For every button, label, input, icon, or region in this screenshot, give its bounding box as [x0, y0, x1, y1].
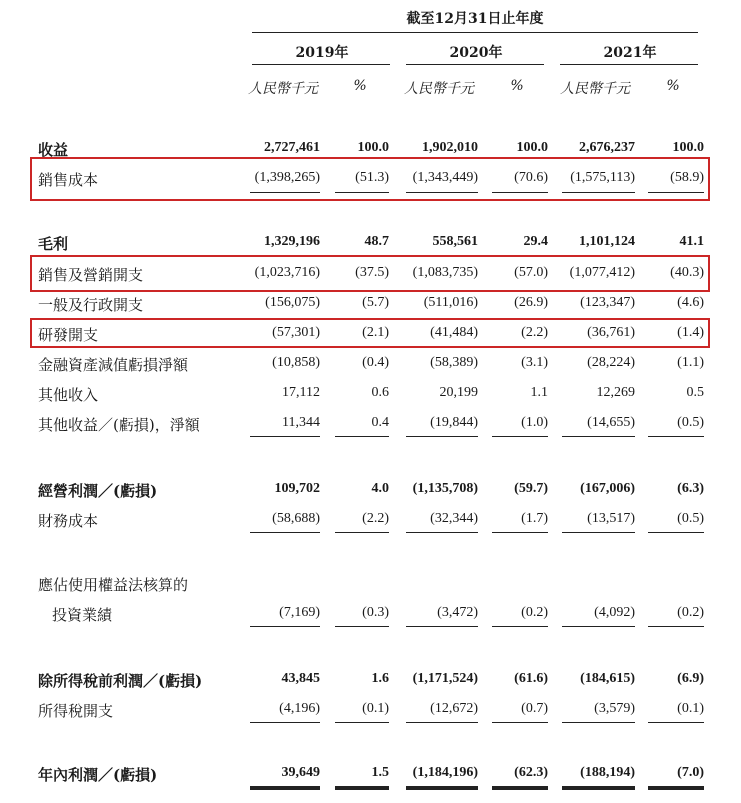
row-label: 其他收益／(虧損)，淨額 — [38, 416, 200, 434]
pct-2020: (1.7) — [521, 511, 548, 526]
pct-2021: (1.1) — [677, 355, 704, 370]
total-double-rule — [250, 786, 320, 790]
pct-2020: (1.0) — [521, 415, 548, 430]
row-label: 除所得稅前利潤／(虧損) — [38, 672, 203, 690]
amount-2020: (1,083,735) — [412, 265, 478, 280]
subtotal-rule — [562, 532, 635, 533]
pct-2021: (0.1) — [677, 701, 704, 716]
amount-2019: 17,112 — [282, 385, 320, 400]
total-double-rule — [562, 786, 635, 790]
amount-2021: (3,579) — [594, 701, 635, 716]
amount-2021: (188,194) — [580, 765, 635, 780]
amount-2021: (13,517) — [587, 511, 635, 526]
amount-2021: (36,761) — [587, 325, 635, 340]
subtotal-rule — [492, 722, 548, 723]
pct-2020: (0.2) — [521, 605, 548, 620]
row-label: 銷售成本 — [38, 171, 99, 189]
pct-2019: (2.2) — [362, 511, 389, 526]
pct-2019: 48.7 — [364, 234, 389, 249]
amount-2020: 558,561 — [432, 234, 478, 249]
subtotal-rule — [250, 532, 320, 533]
pct-2020: 1.1 — [530, 385, 548, 400]
total-double-rule — [335, 786, 389, 790]
pct-2019: 0.6 — [371, 385, 389, 400]
pct-2019: (0.4) — [362, 355, 389, 370]
highlight-box-cost-of-sales — [30, 157, 710, 201]
subtotal-rule — [335, 532, 389, 533]
pct-2019: 0.4 — [371, 415, 389, 430]
amount-2019: (57,301) — [272, 325, 320, 340]
amount-2021: (14,655) — [587, 415, 635, 430]
pct-2020: (61.6) — [514, 671, 548, 686]
amount-2019: (58,688) — [272, 511, 320, 526]
highlight-box-rd-expenses — [30, 318, 710, 348]
amount-2019: (156,075) — [265, 295, 320, 310]
row-label: 投資業績 — [52, 606, 113, 624]
row-label: 一般及行政開支 — [38, 296, 144, 314]
amount-2021: (1,575,113) — [570, 170, 635, 185]
amount-2020: (1,343,449) — [412, 170, 478, 185]
pct-2020: (70.6) — [514, 170, 548, 185]
row-label: 經營利潤／(虧損) — [38, 482, 158, 500]
pct-2020: (62.3) — [514, 765, 548, 780]
row-label: 應佔使用權益法核算的 — [38, 576, 189, 594]
pct-2021: (58.9) — [670, 170, 704, 185]
subtotal-rule — [492, 532, 548, 533]
year-rule — [252, 64, 390, 65]
pct-2020: 29.4 — [523, 234, 548, 249]
pct-2021: 0.5 — [686, 385, 704, 400]
amount-2021: (4,092) — [594, 605, 635, 620]
pct-2021: (6.3) — [677, 481, 704, 496]
year-2019: 2019年 — [295, 45, 349, 61]
year-rule — [406, 64, 544, 65]
subtotal-rule — [648, 532, 704, 533]
amount-2020: (511,016) — [423, 295, 478, 310]
pct-2019: 4.0 — [371, 481, 389, 496]
highlight-box-selling-expenses — [30, 255, 710, 292]
amount-2019: 2,727,461 — [264, 140, 320, 155]
pct-2019: 1.6 — [371, 671, 389, 686]
pct-2021: (6.9) — [677, 671, 704, 686]
pct-2021: (7.0) — [677, 765, 704, 780]
amount-2020: (41,484) — [430, 325, 478, 340]
pct-2020: (59.7) — [514, 481, 548, 496]
amount-2019: (1,398,265) — [254, 170, 320, 185]
pct-2019: 100.0 — [357, 140, 389, 155]
pct-2020: (57.0) — [514, 265, 548, 280]
row-label: 收益 — [38, 141, 69, 159]
row-label: 研發開支 — [38, 326, 99, 344]
pct-2021: (4.6) — [677, 295, 704, 310]
subtotal-rule — [492, 626, 548, 627]
amount-2021: (167,006) — [580, 481, 635, 496]
subtotal-rule — [406, 436, 478, 437]
amount-2021: (123,347) — [580, 295, 635, 310]
header-rule — [252, 32, 698, 33]
amount-2020: (12,672) — [430, 701, 478, 716]
row-label: 毛利 — [38, 235, 69, 253]
amount-2019: 43,845 — [281, 671, 320, 686]
row-label: 年內利潤／(虧損) — [38, 766, 158, 784]
amount-2019: 1,329,196 — [264, 234, 320, 249]
amount-2020: (3,472) — [437, 605, 478, 620]
row-label: 銷售及營銷開支 — [38, 266, 144, 284]
subtotal-rule — [562, 436, 635, 437]
pct-2021: 41.1 — [679, 234, 704, 249]
amount-2021: 1,101,124 — [579, 234, 635, 249]
row-label: 其他收入 — [38, 386, 99, 404]
pct-2019: (37.5) — [355, 265, 389, 280]
pct-2021: (0.2) — [677, 605, 704, 620]
amount-2019: (4,196) — [279, 701, 320, 716]
total-double-rule — [648, 786, 704, 790]
amount-2019: 39,649 — [281, 765, 320, 780]
pct-2020: (0.7) — [521, 701, 548, 716]
total-double-rule — [406, 786, 478, 790]
subtotal-rule — [250, 722, 320, 723]
subtotal-rule — [406, 626, 478, 627]
subtotal-rule — [406, 722, 478, 723]
period-heading: 截至12月31日止年度 — [406, 11, 544, 27]
amount-2021: (184,615) — [580, 671, 635, 686]
subtotal-rule — [648, 436, 704, 437]
pct-2020: (3.1) — [521, 355, 548, 370]
subtotal-rule — [562, 626, 635, 627]
subtotal-rule — [492, 436, 548, 437]
subtotal-rule — [335, 722, 389, 723]
unit-pct: % — [510, 78, 524, 94]
row-label: 所得稅開支 — [38, 702, 114, 720]
amount-2020: (1,135,708) — [412, 481, 478, 496]
amount-2020: (1,171,524) — [412, 671, 478, 686]
unit-amount: 人民幣千元 — [248, 81, 318, 97]
amount-2020: (58,389) — [430, 355, 478, 370]
pct-2019: (0.3) — [362, 605, 389, 620]
amount-2021: (1,077,412) — [569, 265, 635, 280]
amount-2021: (28,224) — [587, 355, 635, 370]
unit-pct: % — [353, 78, 367, 94]
subtotal-rule — [406, 532, 478, 533]
year-rule — [560, 64, 698, 65]
pct-2021: (0.5) — [677, 511, 704, 526]
subtotal-rule — [250, 626, 320, 627]
pct-2021: (1.4) — [677, 325, 704, 340]
pct-2021: 100.0 — [672, 140, 704, 155]
subtotal-rule — [648, 626, 704, 627]
amount-2020: (1,184,196) — [412, 765, 478, 780]
unit-amount: 人民幣千元 — [404, 81, 474, 97]
subtotal-rule — [250, 436, 320, 437]
year-2020: 2020年 — [449, 45, 503, 61]
pct-2019: (0.1) — [362, 701, 389, 716]
subtotal-rule — [335, 436, 389, 437]
amount-2020: 20,199 — [439, 385, 478, 400]
unit-pct: % — [666, 78, 680, 94]
amount-2021: 12,269 — [596, 385, 635, 400]
amount-2019: 109,702 — [274, 481, 320, 496]
amount-2021: 2,676,237 — [579, 140, 635, 155]
pct-2021: (0.5) — [677, 415, 704, 430]
pct-2020: (2.2) — [521, 325, 548, 340]
subtotal-rule — [562, 722, 635, 723]
amount-2019: (7,169) — [279, 605, 320, 620]
pct-2021: (40.3) — [670, 265, 704, 280]
pct-2019: (5.7) — [362, 295, 389, 310]
pct-2020: (26.9) — [514, 295, 548, 310]
year-2021: 2021年 — [603, 45, 657, 61]
total-double-rule — [492, 786, 548, 790]
amount-2020: (19,844) — [430, 415, 478, 430]
amount-2020: (32,344) — [430, 511, 478, 526]
pct-2020: 100.0 — [516, 140, 548, 155]
subtotal-rule — [648, 722, 704, 723]
subtotal-rule — [335, 626, 389, 627]
row-label: 金融資產減值虧損淨額 — [38, 356, 189, 374]
amount-2019: 11,344 — [282, 415, 320, 430]
amount-2019: (10,858) — [272, 355, 320, 370]
pct-2019: (2.1) — [362, 325, 389, 340]
unit-amount: 人民幣千元 — [560, 81, 630, 97]
row-label: 財務成本 — [38, 512, 99, 530]
amount-2020: 1,902,010 — [422, 140, 478, 155]
amount-2019: (1,023,716) — [254, 265, 320, 280]
pct-2019: 1.5 — [371, 765, 389, 780]
pct-2019: (51.3) — [355, 170, 389, 185]
